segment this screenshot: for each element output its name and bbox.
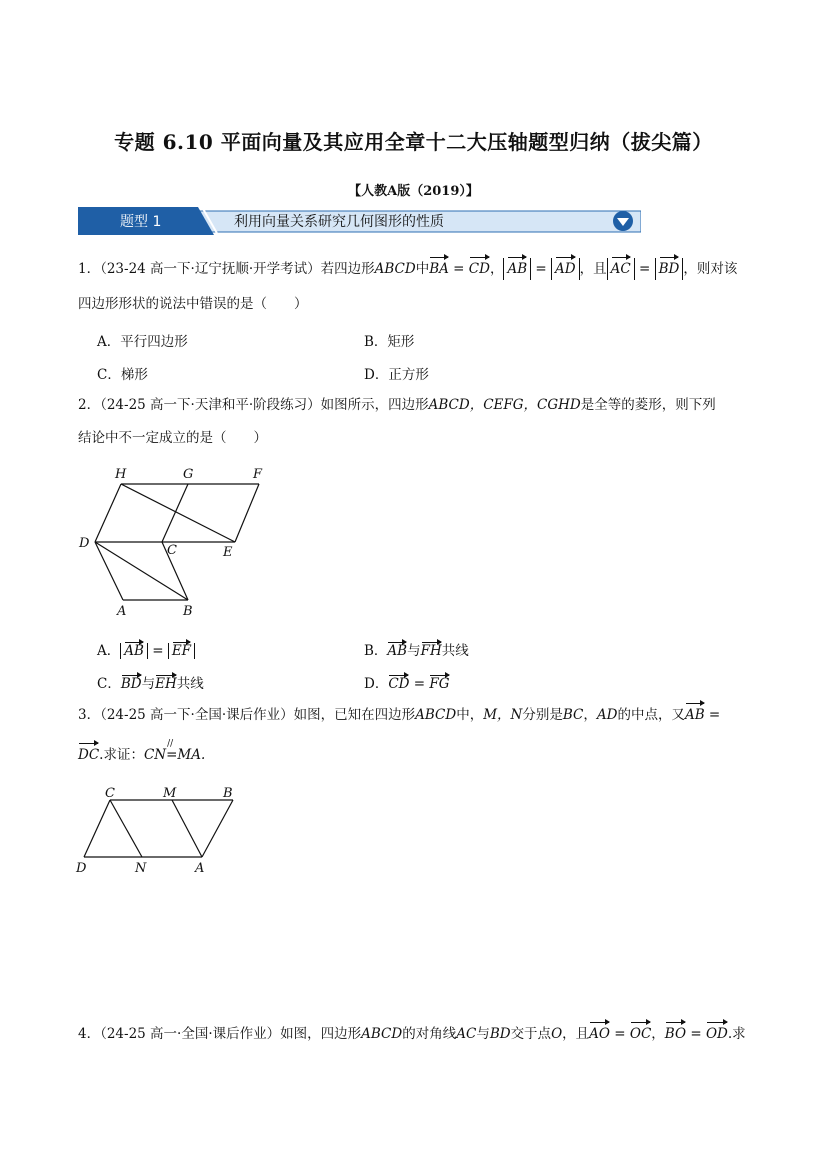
section-tag: 题型 1 [120, 214, 162, 230]
chevron-down-circle-icon[interactable] [612, 210, 634, 236]
q1-source: （23-24 高一下·辽宁抚顺·开学考试） [100, 261, 321, 277]
label-e: E [223, 545, 233, 560]
parallel-symbol: // [167, 739, 174, 749]
q2-text: 如图所示，四边形 [320, 397, 429, 413]
q1-text: ，且 [579, 261, 607, 277]
label-f: F [253, 467, 263, 482]
q1-text: 若四边形 [320, 261, 375, 277]
vector-ac: AC [611, 258, 631, 280]
q4-number: 4． [78, 1026, 101, 1042]
q3-source: （24-25 高一下·全国·课后作业） [100, 707, 294, 723]
q1-text: 中 [415, 261, 430, 277]
question-2 [78, 394, 758, 416]
label-n: N [135, 861, 147, 876]
question-4: 4．（24-25 高一·全国·课后作业）如图，四边形ABCD的对角线AC与BD交于点O，且AO = OC，BO = OD.求 [78, 1023, 778, 1045]
label-m: M [163, 786, 177, 801]
vector-bo: BO [665, 1023, 686, 1045]
q2-source: （24-25 高一下·天津和平·阶段练习） [100, 397, 321, 413]
vector-oc: OC [630, 1023, 651, 1045]
label-g: G [183, 467, 194, 482]
edition-label: 【人教A版（2019）】 [348, 184, 479, 199]
q1-line2: 四边形形状的说法中错误的是（ ） [78, 296, 308, 312]
page-title: 专题 6.10 平面向量及其应用全章十二大压轴题型归纳（拔尖篇） [114, 130, 713, 154]
q3-number: 3． [78, 707, 101, 723]
question-3: 3．（24-25 高一下·全国·课后作业）如图，已知在四边形ABCD中，M，N分别是BC，AD的中点，又AB = [78, 704, 758, 726]
q2-text: 是全等的菱形，则下列 [580, 397, 716, 413]
q1-number: 1． [78, 261, 101, 277]
q1-text: ，则对该 [683, 261, 738, 277]
label-a: A [117, 604, 127, 619]
label-c: C [167, 543, 177, 558]
q2-option-a[interactable]: A． AB = EF [97, 639, 195, 659]
section-label: 利用向量关系研究几何图形的性质 [234, 214, 444, 230]
q2-number: 2． [78, 397, 101, 413]
vector-ab: AB [685, 704, 705, 726]
label-d: D [79, 536, 90, 551]
question-1: 1．（23-24 高一下·辽宁抚顺·开学考试）若四边形ABCD中BA = CD， AB = AD ，且 AC = BD ，则对该 [78, 258, 758, 280]
label-h: H [115, 467, 127, 482]
rhombus-figure [75, 462, 275, 622]
q2-quads: ABCD，CEFG，CGHD [428, 397, 581, 413]
label-a: A [195, 861, 205, 876]
vector-ad: AD [555, 258, 576, 280]
vector-ab: AB [507, 258, 527, 280]
vector-od: OD [706, 1023, 728, 1045]
q1-option-a[interactable]: A．平行四边形 [97, 334, 188, 350]
parallelogram-figure [72, 784, 252, 884]
label-b: B [183, 604, 193, 619]
vector-bd: BD [659, 258, 680, 280]
q1-option-d[interactable]: D．正方形 [364, 367, 429, 383]
q3-line2: DC.求证：CN // =MA. [78, 744, 205, 766]
vector-ba: BA [429, 258, 449, 280]
vector-ao: AO [589, 1023, 610, 1045]
vector-dc: DC [78, 744, 99, 766]
q1-quad: ABCD [374, 261, 416, 277]
q2-line2: 结论中不一定成立的是（ ） [78, 430, 267, 446]
q1-option-b[interactable]: B．矩形 [364, 334, 415, 350]
q2-option-c[interactable]: C．BD与EH共线 [97, 676, 204, 692]
q2-option-d[interactable]: D．CD = FG [364, 676, 450, 692]
vector-cd: CD [469, 258, 490, 280]
q4-source: （24-25 高一·全国·课后作业） [100, 1026, 281, 1042]
label-b: B [223, 786, 233, 801]
q2-option-b[interactable]: B．AB与FH共线 [364, 643, 469, 659]
section-banner [78, 207, 641, 235]
label-d: D [76, 861, 87, 876]
q1-option-c[interactable]: C．梯形 [97, 367, 148, 383]
label-c: C [105, 786, 115, 801]
